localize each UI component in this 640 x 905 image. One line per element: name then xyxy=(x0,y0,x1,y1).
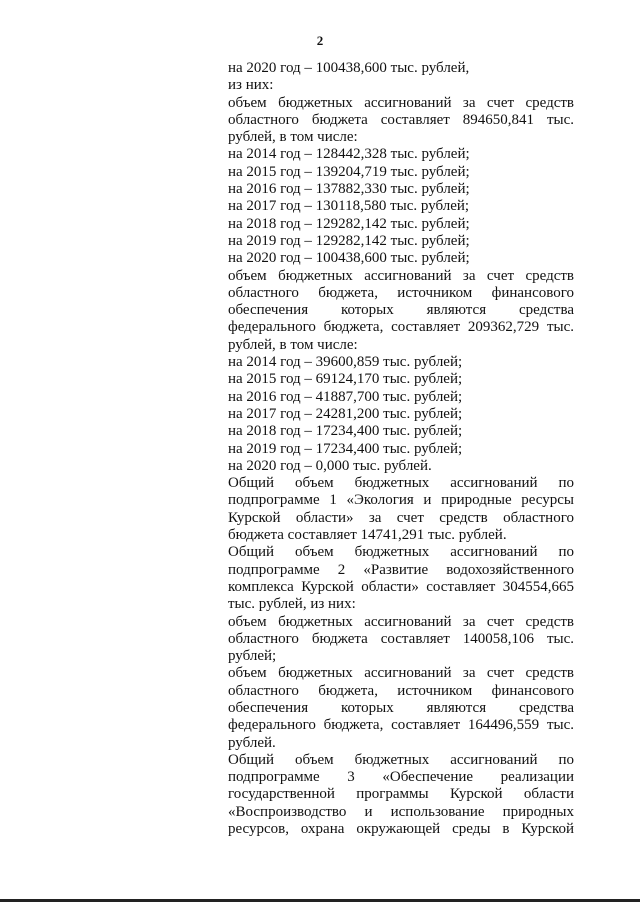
text-line: из них: xyxy=(228,77,274,94)
text-line: тыс. рублей, из них: xyxy=(228,596,356,613)
document-body xyxy=(228,60,574,838)
text-line: на 2020 год – 0,000 тыс. рублей. xyxy=(228,457,432,474)
text-line: на 2016 год – 137882,330 тыс. рублей; xyxy=(228,181,470,198)
text-line: областного бюджета составляет 894650,841 тыс. xyxy=(228,111,574,128)
text-line: на 2017 год – 130118,580 тыс. рублей; xyxy=(228,198,470,215)
text-line: на 2014 год – 39600,859 тыс. рублей; xyxy=(228,354,463,371)
text-line: Общий объем бюджетных ассигнований по xyxy=(228,544,574,561)
text-line: на 2017 год – 24281,200 тыс. рублей; xyxy=(228,405,463,422)
text-line: на 2014 год – 128442,328 тыс. рублей; xyxy=(228,146,470,163)
text-line: на 2019 год – 17234,400 тыс. рублей; xyxy=(228,440,463,457)
page-number: 2 xyxy=(316,33,324,48)
text-line: областного бюджета составляет 140058,106 тыс. xyxy=(228,630,574,647)
text-line: на 2020 год – 100438,600 тыс. рублей; xyxy=(228,250,470,267)
text-line: подпрограмме 1 «Экология и природные ресурсы xyxy=(228,492,574,509)
text-line: Общий объем бюджетных ассигнований по xyxy=(228,475,574,492)
text-line: на 2015 год – 69124,170 тыс. рублей; xyxy=(228,371,463,388)
text-line: на 2018 год – 129282,142 тыс. рублей; xyxy=(228,215,470,232)
text-line: на 2018 год – 17234,400 тыс. рублей; xyxy=(228,423,463,440)
text-line: областного бюджета, источником финансового xyxy=(228,284,574,301)
text-line: областного бюджета, источником финансового xyxy=(228,682,574,699)
text-line: обеспечения которых являются средства xyxy=(228,302,574,319)
text-line: подпрограмме 3 «Обеспечение реализации xyxy=(228,769,574,786)
text-line: объем бюджетных ассигнований за счет средств xyxy=(228,613,574,630)
text-line: на 2016 год – 41887,700 тыс. рублей; xyxy=(228,388,463,405)
text-line: комплекса Курской области» составляет 304554,665 xyxy=(228,578,574,595)
text-line: объем бюджетных ассигнований за счет средств xyxy=(228,94,574,111)
text-line: объем бюджетных ассигнований за счет средств xyxy=(228,267,574,284)
text-line: рублей; xyxy=(228,648,277,665)
text-line: обеспечения которых являются средства xyxy=(228,699,574,716)
text-line: на 2020 год – 100438,600 тыс. рублей, xyxy=(228,60,470,76)
text-line: на 2019 год – 129282,142 тыс. рублей; xyxy=(228,232,470,249)
text-line: Курской области» за счет средств областного xyxy=(228,509,574,526)
bottom-edge-rule xyxy=(0,899,640,902)
text-line: «Воспроизводство и использование природных xyxy=(228,803,574,820)
text-line: рублей, в том числе: xyxy=(228,336,358,353)
text-line: государственной программы Курской области xyxy=(228,786,574,803)
text-line: федерального бюджета, составляет 209362,729 тыс. xyxy=(228,319,574,336)
text-line: подпрограмме 2 «Развитие водохозяйственного xyxy=(228,561,574,578)
text-line: федерального бюджета, составляет 164496,559 тыс. xyxy=(228,717,574,734)
text-line: объем бюджетных ассигнований за счет средств xyxy=(228,665,574,682)
text-line: на 2015 год – 139204,719 тыс. рублей; xyxy=(228,163,470,180)
text-line: рублей, в том числе: xyxy=(228,129,358,146)
text-line: ресурсов, охрана окружающей среды в Курской xyxy=(228,821,574,838)
text-line: рублей. xyxy=(228,734,276,751)
text-line: Общий объем бюджетных ассигнований по xyxy=(228,751,574,768)
text-line: бюджета составляет 14741,291 тыс. рублей. xyxy=(228,527,507,544)
